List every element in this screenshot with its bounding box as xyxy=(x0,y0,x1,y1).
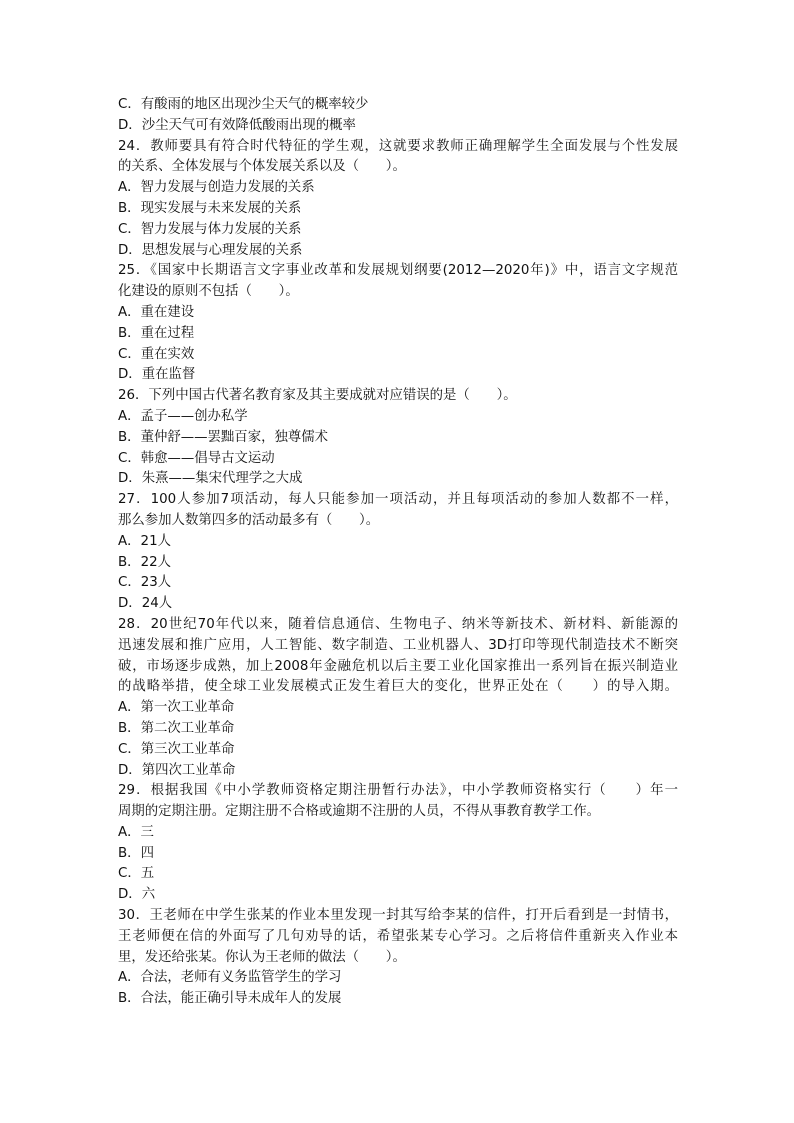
text-line: A．三 xyxy=(118,824,154,840)
text-line: 26．下列中国古代著名教育家及其主要成就对应错误的是（ ）。 xyxy=(118,388,517,404)
text-line: A．合法，老师有义务监管学生的学习 xyxy=(118,970,342,986)
text-line: 化建设的原则不包括（ ）。 xyxy=(118,284,299,300)
text-line: B．合法，能正确引导未成年人的发展 xyxy=(118,991,342,1007)
document-body xyxy=(118,95,678,1010)
text-line: 周期的定期注册。定期注册不合格或逾期不注册的人员，不得从事教育教学工作。 xyxy=(118,804,601,820)
text-line: B．22人 xyxy=(118,554,172,570)
text-line: A．智力发展与创造力发展的关系 xyxy=(118,180,315,196)
text-line: C．韩愈——倡导古文运动 xyxy=(118,450,275,466)
text-line: C．智力发展与体力发展的关系 xyxy=(118,221,302,237)
text-line: B．第二次工业革命 xyxy=(118,720,235,736)
text-line: C．重在实效 xyxy=(118,346,195,362)
text-line: A．孟子——创办私学 xyxy=(118,408,248,424)
text-line: 王老师便在信的外面写了几句劝导的话，希望张某专心学习。之后将信件重新夹入作业本 xyxy=(118,928,678,944)
text-line: A．21人 xyxy=(118,533,171,549)
text-line: 30．王老师在中学生张某的作业本里发现一封其写给李某的信件，打开后看到是一封情书， xyxy=(118,908,678,924)
text-line: C．有酸雨的地区出现沙尘天气的概率较少 xyxy=(118,97,369,112)
text-line: C．23人 xyxy=(118,575,172,591)
text-line: 迅速发展和推广应用，人工智能、数字制造、工业机器人、3D打印等现代制造技术不断突 xyxy=(118,637,678,653)
text-line: D．思想发展与心理发展的关系 xyxy=(118,242,303,258)
text-line: 27．100人参加7项活动，每人只能参加一项活动，并且每项活动的参加人数都不一样， xyxy=(118,492,678,508)
text-line: A．第一次工业革命 xyxy=(118,700,235,716)
text-line: 破，市场逐步成熟，加上2008年金融危机以后主要工业化国家推出一系列旨在振兴制造业 xyxy=(118,658,678,674)
text-line: D．六 xyxy=(118,887,156,903)
text-line: 的战略举措，使全球工业发展模式正发生着巨大的变化，世界正处在（ ）的导入期。 xyxy=(118,679,678,695)
text-line: A．重在建设 xyxy=(118,304,195,320)
text-line: B．四 xyxy=(118,845,154,861)
text-line: B．重在过程 xyxy=(118,325,195,341)
text-line: 24．教师要具有符合时代特征的学生观，这就要求教师正确理解学生全面发展与个性发展 xyxy=(118,138,678,154)
text-line: 的关系、全体发展与个体发展关系以及（ ）。 xyxy=(118,159,406,175)
text-line: B．现实发展与未来发展的关系 xyxy=(118,200,302,216)
text-line: C．五 xyxy=(118,866,155,882)
text-line: 29．根据我国《中小学教师资格定期注册暂行办法》，中小学教师资格实行（ ）年一 xyxy=(118,783,678,799)
text-line: D．重在监督 xyxy=(118,367,196,383)
text-line: B．董仲舒——罢黜百家，独尊儒术 xyxy=(118,429,329,445)
text-line: 25．《国家中长期语言文字事业改革和发展规划纲要(2012—2020年)》中，语言文字规范 xyxy=(118,263,678,279)
text-line: D．朱熹——集宋代理学之大成 xyxy=(118,471,303,487)
text-line: 28．20世纪70年代以来，随着信息通信、生物电子、纳米等新技术、新材料、新能源的 xyxy=(118,616,678,632)
text-line: D．第四次工业革命 xyxy=(118,762,236,778)
text-line: C．第三次工业革命 xyxy=(118,741,235,757)
text-line: 里，发还给张某。你认为王老师的做法（ ）。 xyxy=(118,949,406,965)
text-line: 那么参加人数第四多的活动最多有（ ）。 xyxy=(118,512,380,528)
text-line: D．沙尘天气可有效降低酸雨出现的概率 xyxy=(118,117,356,133)
text-line: D．24人 xyxy=(118,596,173,612)
